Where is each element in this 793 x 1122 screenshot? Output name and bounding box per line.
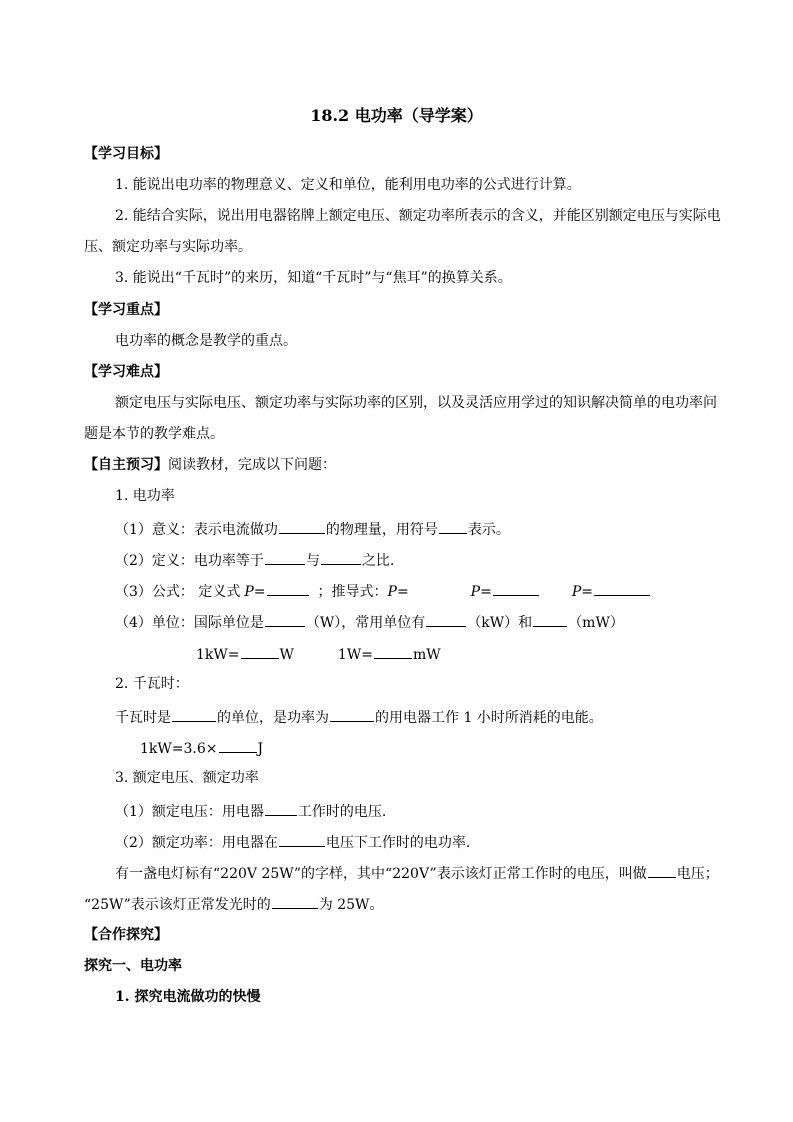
unit-text-c: （kW）和 [467, 615, 533, 631]
blank-conversion-2[interactable] [374, 643, 412, 659]
blank-lamp-voltage[interactable] [648, 862, 676, 878]
formula-var-3: P [470, 584, 481, 600]
definition-line [115, 549, 394, 569]
conversion-2-text-b: mW [412, 647, 441, 663]
conversion-1-text-b: W [279, 647, 294, 663]
preview-intro: 阅读教材，完成以下问题： [168, 457, 336, 473]
definition-text-c: 之比. [361, 553, 395, 569]
formula-var-1: P [244, 584, 254, 600]
meaning-text-b: 的物理量，用符号 [325, 522, 438, 538]
rated-power-text-b: 电压下工作时的电功率. [325, 835, 471, 851]
formula-text-b: ；推导式： [317, 584, 388, 600]
lamp-text-d: 为 25W。 [318, 897, 384, 913]
goals-heading: 【学习目标】 [84, 146, 168, 162]
kwh-conversion-text-a: 1kW=3.6× [140, 741, 218, 757]
unit-line [115, 611, 624, 631]
formula-eq-1: = [253, 584, 266, 600]
blank-unit-kw[interactable] [426, 611, 466, 627]
formula-eq-4: = [581, 584, 593, 600]
blank-formula-derived-2[interactable] [493, 580, 539, 596]
preview-heading-line [84, 455, 336, 475]
lamp-line-2 [84, 893, 383, 913]
formula-eq-3: = [480, 584, 492, 600]
lamp-line-1 [115, 862, 719, 882]
rated-voltage-text-a: （1）额定电压：用电器 [115, 804, 264, 820]
unit-text-b: （W），常用单位有 [305, 615, 426, 631]
conversion-2-text-a: 1W= [337, 647, 373, 663]
formula-eq-2: = [396, 584, 409, 600]
blank-kwh-conversion[interactable] [219, 737, 257, 753]
page-title: 18.2 电功率（导学案） [310, 106, 483, 125]
conversion-line [196, 643, 441, 663]
rated-voltage-line [115, 800, 386, 820]
coop-heading: 【合作探究】 [84, 927, 168, 943]
goal-item-2-line-2: 压、额定功率与实际功率。 [84, 239, 252, 255]
kwh-conversion-line [140, 737, 263, 757]
explore-1-item-1: 1. 探究电流做功的快慢 [115, 989, 261, 1005]
unit-text-d: （mW） [568, 615, 624, 631]
section-1-heading: 1. 电功率 [115, 488, 175, 504]
blank-conversion-1[interactable] [241, 643, 279, 659]
blank-meaning-1[interactable] [279, 518, 325, 534]
blank-meaning-symbol[interactable] [439, 518, 467, 534]
meaning-text-c: 表示。 [467, 522, 510, 538]
blank-rated-voltage[interactable] [265, 800, 297, 816]
formula-var-4: P [571, 584, 582, 600]
conversion-1-text-a: 1kW= [196, 647, 240, 663]
formula-text-a: （3）公式： 定义式 [115, 584, 241, 600]
kwh-line [115, 706, 603, 726]
blank-unit-mw[interactable] [533, 611, 567, 627]
section-3-heading: 3. 额定电压、额定功率 [115, 770, 259, 786]
explore-1-heading: 探究一、电功率 [84, 958, 182, 974]
section-2-heading: 2. 千瓦时： [115, 676, 189, 692]
lamp-text-b: 电压； [676, 866, 719, 882]
key-text: 电功率的概念是教学的重点。 [115, 333, 297, 349]
goal-item-1: 1. 能说出电功率的物理意义、定义和单位，能利用电功率的公式进行计算。 [115, 177, 581, 193]
formula-line [115, 580, 651, 600]
rated-power-line [115, 831, 470, 851]
kwh-text-a: 千瓦时是 [115, 710, 171, 726]
difficulty-line-1: 额定电压与实际电压、额定功率与实际功率的区别，以及灵活应用学过的知识解决简单的电功率问 [115, 395, 717, 411]
goal-item-3: 3. 能说出“千瓦时”的来历，知道“千瓦时”与“焦耳”的换算关系。 [115, 270, 512, 286]
key-heading: 【学习重点】 [84, 302, 168, 318]
blank-kwh-unit-of[interactable] [172, 706, 216, 722]
blank-lamp-power[interactable] [272, 893, 318, 909]
definition-text-b: 与 [305, 553, 320, 569]
definition-text-a: （2）定义：电功率等于 [115, 553, 264, 569]
preview-heading: 【自主预习】 [84, 457, 168, 473]
kwh-text-c: 的用电器工作 1 小时所消耗的电能。 [375, 710, 603, 726]
difficulty-line-2: 题是本节的教学难点。 [84, 426, 224, 442]
lamp-text-a: 有一盏电灯标有“220V 25W”的字样，其中“220V”表示该灯正常工作时的电压，叫做 [115, 866, 647, 882]
blank-formula-derived-3[interactable] [594, 580, 650, 596]
blank-kwh-power[interactable] [330, 706, 374, 722]
goal-item-2-line-1: 2. 能结合实际，说出用电器铭牌上额定电压、额定功率所表示的含义，并能区别额定电压与实际电 [115, 208, 721, 224]
blank-rated-power[interactable] [279, 831, 325, 847]
kwh-text-b: 的单位，是功率为 [217, 710, 329, 726]
difficulty-heading: 【学习难点】 [84, 364, 168, 380]
lamp-text-c: “25W”表示该灯正常发光时的 [84, 897, 271, 913]
unit-text-a: （4）单位：国际单位是 [115, 615, 264, 631]
rated-voltage-text-b: 工作时的电压. [297, 804, 387, 820]
blank-definition-1[interactable] [265, 549, 305, 565]
rated-power-text-a: （2）额定功率：用电器在 [115, 835, 278, 851]
kwh-conversion-text-b: J [257, 741, 264, 757]
formula-var-2: P [387, 584, 397, 600]
blank-formula-definition[interactable] [267, 580, 309, 596]
meaning-line [115, 518, 510, 538]
blank-unit-si[interactable] [265, 611, 305, 627]
blank-definition-2[interactable] [321, 549, 361, 565]
meaning-text-a: （1）意义：表示电流做功 [115, 522, 278, 538]
